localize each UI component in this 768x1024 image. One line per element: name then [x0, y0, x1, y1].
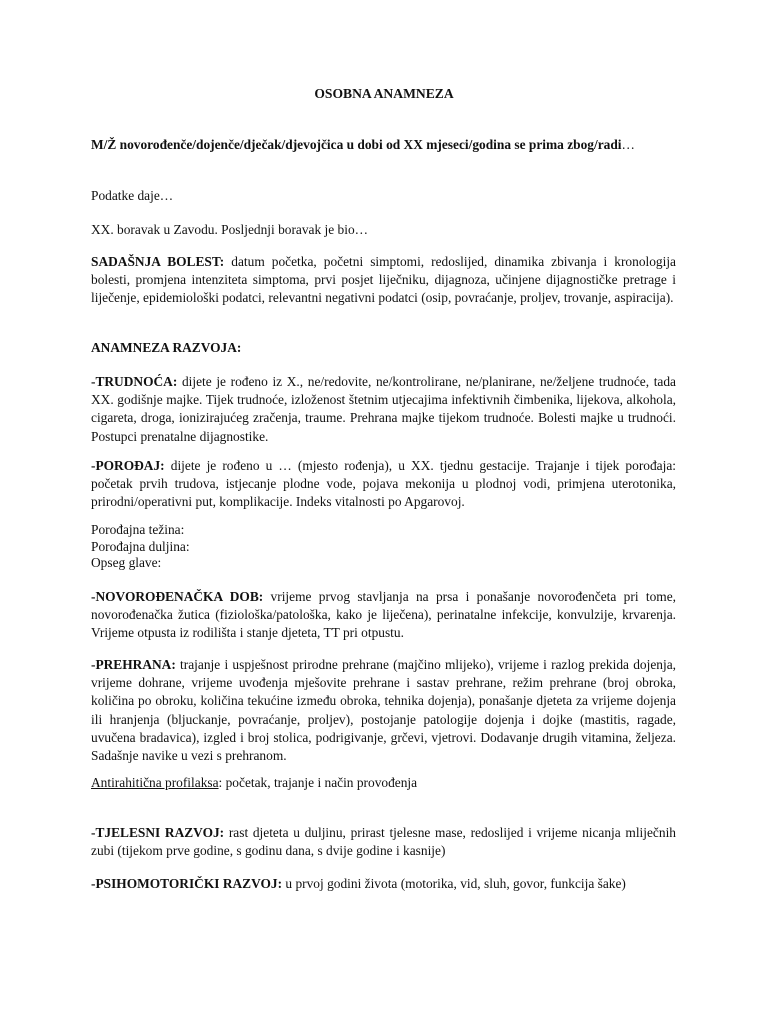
porodaj-text: dijete je rođeno u … (mjesto rođenja), u XX. tjednu gestacije. Trajanje i tijek porođaja: početak prvih trudova, istjecanje plodne vode, pojava mekonija u plodnoj vodi, primjena uterotonika, prirodni/operativni put, komplikacije. Indeks vitalnosti po Apgarovoj. [91, 458, 676, 510]
boravak-line: XX. boravak u Zavodu. Posljednji boravak je bio… [91, 222, 369, 237]
novorodenacka-paragraph [91, 588, 676, 643]
novorodenacka-label: -NOVOROĐENAČKA DOB: [91, 589, 264, 604]
psihomotoricki-label: -PSIHOMOTORIČKI RAZVOJ: [91, 876, 283, 891]
antirahiticna-text: : početak, trajanje i način provođenja [218, 775, 418, 790]
opseg-glave: Opseg glave: [91, 555, 162, 571]
intro-paragraph [91, 136, 676, 154]
prehrana-label: -PREHRANA: [91, 657, 176, 672]
podatke-line: Podatke daje… [91, 188, 174, 203]
porodajna-duljina: Porođajna duljina: [91, 538, 190, 554]
trudnoca-paragraph [91, 373, 676, 446]
trudnoca-text: dijete je rođeno iz X., ne/redovite, ne/kontrolirane, ne/planirane, ne/željene trudnoće, tada XX. godišnje majke. Tijek trudnoće, izloženost štetnim utjecajima infektivnih čimbenika, lijekova, alkohola, cigareta, droga, ionizirajućeg zračenja, traume. Prehrana majke tijekom trudnoće. Bolesti majke u trudnoći. Postupci prenatalne dijagnostike. [91, 374, 676, 444]
porodajna-tezina: Porođajna težina: [91, 522, 185, 537]
tjelesni-razvoj-label: -TJELESNI RAZVOJ: [91, 825, 225, 840]
birth-measures [91, 522, 676, 572]
sadasnja-bolest-text: datum početka, početni simptomi, redoslijed, dinamika zbivanja i kronologija bolesti, promjena intenziteta simptoma, prvi posjet liječniku, dijagnoza, učinjene dijagnostičke pretrage i liječenje, epidemiološki podatci, relevantni negativni podatci (osip, povraćanje, proljev, trovanje, aspiracija). [91, 254, 677, 306]
tjelesni-razvoj-paragraph [91, 824, 676, 860]
trudnoca-label: -TRUDNOĆA: [91, 374, 178, 389]
antirahiticna-label: Antirahitična profilaksa [91, 775, 219, 790]
intro-bold: M/Ž novorođenče/dojenče/dječak/djevojčica u dobi od XX mjeseci/godina se prima zbog/radi [91, 137, 622, 152]
tjelesni-razvoj-text: rast djeteta u duljinu, prirast tjelesne mase, redoslijed i vrijeme nicanja mliječnih zubi (tijekom prve godine, s godinu dana, s dvije godine i kasnije) [91, 825, 676, 859]
page-title: OSOBNA ANAMNEZA [314, 86, 454, 101]
novorodenacka-text: vrijeme prvog stavljanja na prsa i ponašanje novorođenčeta pri tome, novorođenačka žutica (fiziološka/patološka, kako je liječena), perinatalne infekcije, konvulzije, krvarenja. Vrijeme otpusta iz rodilišta i stanje djeteta, TT pri otpustu. [91, 589, 676, 641]
porodaj-paragraph [91, 457, 676, 512]
prehrana-paragraph [91, 656, 676, 765]
intro-ellipsis: … [621, 137, 635, 152]
psihomotoricki-text: u prvoj godini života (motorika, vid, sluh, govor, funkcija šake) [282, 876, 626, 891]
anamneza-razvoja-heading: ANAMNEZA RAZVOJA: [91, 340, 242, 355]
antirahiticna-line [91, 774, 676, 792]
prehrana-text: trajanje i uspješnost prirodne prehrane (majčino mlijeko), vrijeme i razlog prekida dojenja, vrijeme dohrane, vrijeme uvođenja mješovite prehrane i sastav prehrane, režim prehrane (broj obroka, količina po obroku, količina tekućine između obroka, tehnika dojenja), ponašanje djeteta za vrijeme dojenja ili hranjenja (bljuckanje, povraćanje, proljev), postojanje patologije dojenja i dojke (mastitis, ragade, uvučena bradavica), izgled i broj stolica, podrigivanje, grčevi, vjetrovi. Dodavanje drugih vitamina, željeza. Sadašnje navike u vezi s prehranom. [91, 657, 676, 764]
porodaj-label: -POROĐAJ: [91, 458, 165, 473]
sadasnja-bolest-paragraph [91, 253, 676, 308]
psihomotoricki-paragraph [91, 875, 676, 893]
sadasnja-bolest-label: SADAŠNJA BOLEST: [91, 254, 225, 269]
